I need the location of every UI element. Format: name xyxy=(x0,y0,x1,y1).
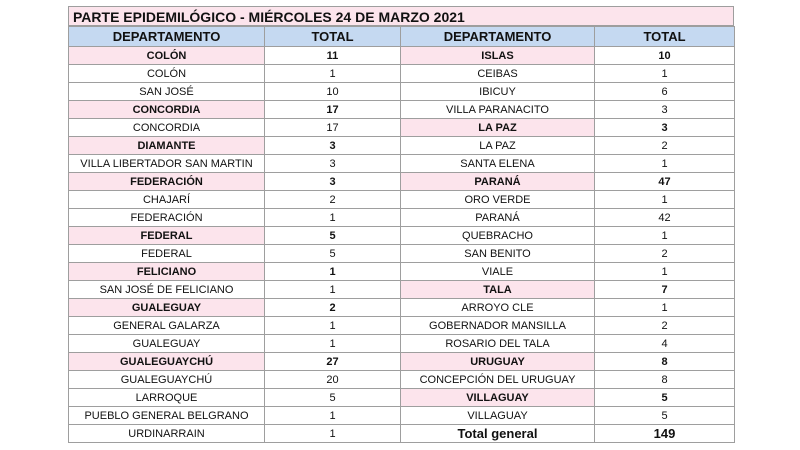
locality-total: 1 xyxy=(265,209,401,227)
department-name: GUALEGUAYCHÚ xyxy=(69,353,265,371)
locality-total: 8 xyxy=(595,371,735,389)
department-name: CONCORDIA xyxy=(69,101,265,119)
locality-name: ORO VERDE xyxy=(401,191,595,209)
locality-total: 2 xyxy=(595,317,735,335)
department-total: 3 xyxy=(265,137,401,155)
locality-total: 2 xyxy=(265,191,401,209)
department-total: 27 xyxy=(265,353,401,371)
department-name: FEDERACIÓN xyxy=(69,173,265,191)
department-total: 7 xyxy=(595,281,735,299)
department-name: FELICIANO xyxy=(69,263,265,281)
header-left-total: TOTAL xyxy=(265,27,401,47)
locality-total: 1 xyxy=(595,155,735,173)
department-total: 3 xyxy=(265,173,401,191)
cases-table-body xyxy=(69,27,735,443)
locality-name: CHAJARÍ xyxy=(69,191,265,209)
department-total: 3 xyxy=(595,119,735,137)
table-row xyxy=(69,407,735,425)
locality-name: ARROYO CLE xyxy=(401,299,595,317)
department-total: 2 xyxy=(265,299,401,317)
total-general-value: 149 xyxy=(595,425,735,443)
table-row xyxy=(69,281,735,299)
table-row xyxy=(69,83,735,101)
locality-name: GUALEGUAY xyxy=(69,335,265,353)
department-total: 17 xyxy=(265,101,401,119)
locality-name: FEDERACIÓN xyxy=(69,209,265,227)
locality-name: VIALE xyxy=(401,263,595,281)
locality-name: COLÓN xyxy=(69,65,265,83)
locality-total: 3 xyxy=(595,101,735,119)
table-row xyxy=(69,299,735,317)
table-row xyxy=(69,245,735,263)
locality-name: FEDERAL xyxy=(69,245,265,263)
department-name: ISLAS xyxy=(401,47,595,65)
locality-name: SAN BENITO xyxy=(401,245,595,263)
locality-total: 1 xyxy=(595,191,735,209)
locality-name: CONCEPCIÓN DEL URUGUAY xyxy=(401,371,595,389)
department-total: 8 xyxy=(595,353,735,371)
header-right-total: TOTAL xyxy=(595,27,735,47)
locality-name: CONCORDIA xyxy=(69,119,265,137)
header-row xyxy=(69,27,735,47)
locality-total: 5 xyxy=(265,389,401,407)
table-row xyxy=(69,227,735,245)
table-row xyxy=(69,209,735,227)
department-total: 11 xyxy=(265,47,401,65)
department-total: 5 xyxy=(595,389,735,407)
locality-name: SANTA ELENA xyxy=(401,155,595,173)
table-row xyxy=(69,173,735,191)
locality-total: 5 xyxy=(595,407,735,425)
locality-total: 1 xyxy=(265,281,401,299)
cases-table xyxy=(68,26,735,443)
epidemiological-report-sheet xyxy=(68,6,734,443)
department-name: PARANÁ xyxy=(401,173,595,191)
table-row xyxy=(69,353,735,371)
table-row xyxy=(69,47,735,65)
locality-name: IBICUY xyxy=(401,83,595,101)
locality-total: 6 xyxy=(595,83,735,101)
locality-total: 1 xyxy=(265,317,401,335)
locality-total: 42 xyxy=(595,209,735,227)
locality-total: 2 xyxy=(595,245,735,263)
department-name: URUGUAY xyxy=(401,353,595,371)
table-row xyxy=(69,65,735,83)
table-row xyxy=(69,137,735,155)
table-row xyxy=(69,155,735,173)
locality-total: 1 xyxy=(265,65,401,83)
table-row xyxy=(69,119,735,137)
locality-name: LA PAZ xyxy=(401,137,595,155)
locality-total: 2 xyxy=(595,137,735,155)
locality-total: 1 xyxy=(265,335,401,353)
department-name: TALA xyxy=(401,281,595,299)
locality-name: VILLAGUAY xyxy=(401,407,595,425)
department-name: VILLAGUAY xyxy=(401,389,595,407)
table-row xyxy=(69,263,735,281)
locality-name: QUEBRACHO xyxy=(401,227,595,245)
locality-name: ROSARIO DEL TALA xyxy=(401,335,595,353)
locality-total: 20 xyxy=(265,371,401,389)
locality-name: GOBERNADOR MANSILLA xyxy=(401,317,595,335)
table-row xyxy=(69,191,735,209)
department-name: GUALEGUAY xyxy=(69,299,265,317)
table-row xyxy=(69,101,735,119)
header-left-department: DEPARTAMENTO xyxy=(69,27,265,47)
locality-total: 1 xyxy=(265,407,401,425)
table-row xyxy=(69,371,735,389)
department-total: 47 xyxy=(595,173,735,191)
table-row xyxy=(69,317,735,335)
department-name: LA PAZ xyxy=(401,119,595,137)
department-total: 5 xyxy=(265,227,401,245)
locality-total: 1 xyxy=(265,425,401,443)
locality-name: PUEBLO GENERAL BELGRANO xyxy=(69,407,265,425)
locality-name: GUALEGUAYCHÚ xyxy=(69,371,265,389)
locality-total: 3 xyxy=(265,155,401,173)
locality-name: VILLA PARANACITO xyxy=(401,101,595,119)
department-name: DIAMANTE xyxy=(69,137,265,155)
locality-total: 5 xyxy=(265,245,401,263)
locality-total: 1 xyxy=(595,227,735,245)
table-row xyxy=(69,335,735,353)
locality-name: GENERAL GALARZA xyxy=(69,317,265,335)
locality-name: URDINARRAIN xyxy=(69,425,265,443)
locality-total: 1 xyxy=(595,263,735,281)
locality-name: SAN JOSÉ xyxy=(69,83,265,101)
department-name: FEDERAL xyxy=(69,227,265,245)
table-row xyxy=(69,389,735,407)
locality-name: PARANÁ xyxy=(401,209,595,227)
locality-name: LARROQUE xyxy=(69,389,265,407)
locality-name: SAN JOSÉ DE FELICIANO xyxy=(69,281,265,299)
report-title: PARTE EPIDEMILÓGICO - MIÉRCOLES 24 DE MARZO 2021 xyxy=(68,6,734,26)
department-name: COLÓN xyxy=(69,47,265,65)
department-total: 1 xyxy=(265,263,401,281)
locality-total: 1 xyxy=(595,65,735,83)
header-right-department: DEPARTAMENTO xyxy=(401,27,595,47)
locality-total: 1 xyxy=(595,299,735,317)
total-general-label: Total general xyxy=(401,425,595,443)
locality-total: 17 xyxy=(265,119,401,137)
locality-name: VILLA LIBERTADOR SAN MARTIN xyxy=(69,155,265,173)
locality-total: 10 xyxy=(265,83,401,101)
locality-name: CEIBAS xyxy=(401,65,595,83)
locality-total: 4 xyxy=(595,335,735,353)
department-total: 10 xyxy=(595,47,735,65)
table-row xyxy=(69,425,735,443)
